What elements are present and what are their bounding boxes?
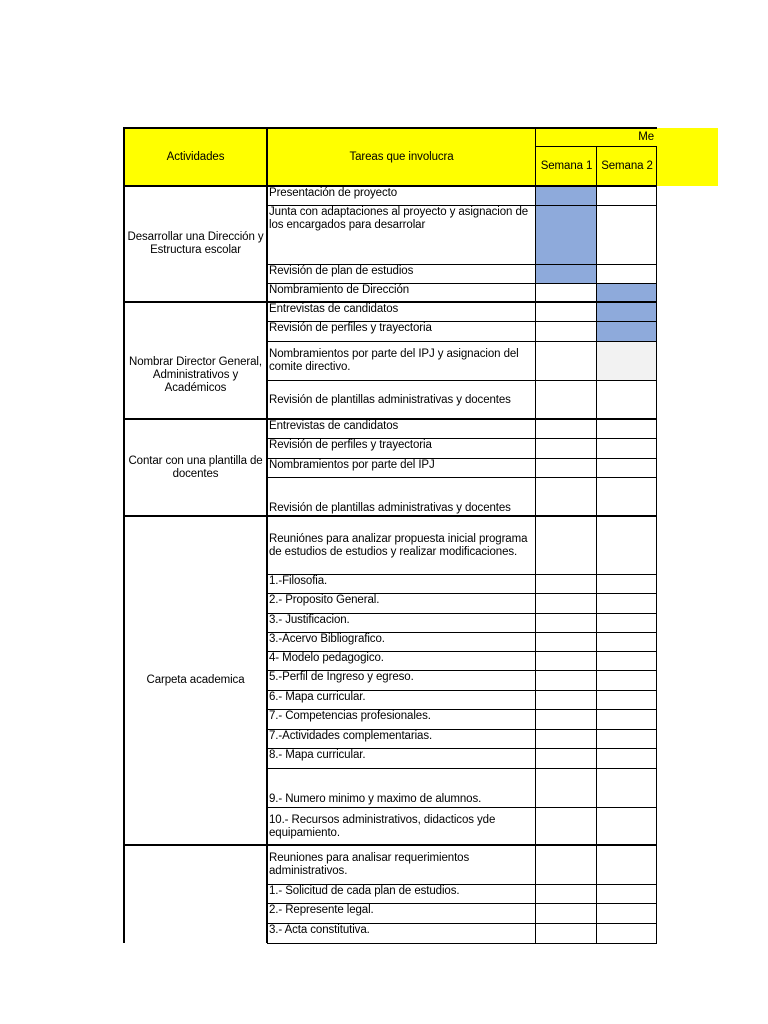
week-2-cell (597, 729, 657, 748)
task-cell: Entrevistas de candidatos (269, 303, 399, 315)
grid-line (267, 283, 657, 284)
header-month-extension (657, 147, 718, 186)
week-1-cell (536, 321, 597, 341)
activity-requerimientos (124, 845, 267, 943)
task-cell: 1.- Solicitud de cada plan de estudios. (269, 885, 460, 897)
task-cell: Revisión de perfiles y trayectoria (269, 439, 432, 451)
week-1-cell (536, 632, 597, 651)
week-1-cell (536, 748, 597, 768)
task-cell: Nombramientos por parte del IPJ (269, 459, 435, 471)
task-cell: 8.- Mapa curricular. (269, 749, 366, 761)
grid-line (123, 127, 125, 943)
week-2-cell (597, 264, 657, 283)
grid-line (267, 709, 657, 710)
task-cell: Nombramientos por parte del IPJ y asignacion del comite directivo. (269, 348, 519, 373)
week-1-cell (536, 593, 597, 613)
task-cell: Revisión de plan de estudios (269, 265, 414, 277)
week-2-cell (597, 923, 657, 943)
grid-line (267, 321, 657, 322)
task-cell: Revisión de plantillas administrativas y docentes (269, 502, 511, 514)
task-cell: Junta con adaptaciones al proyecto y asignacion de los encargados para desarrolar (269, 206, 529, 231)
task-cell: 3.- Justificacion. (269, 614, 350, 626)
week-2-cell (597, 419, 657, 438)
week-2-cell (597, 516, 657, 574)
week-2-cell (597, 477, 657, 516)
week-2-cell (597, 458, 657, 477)
task-cell: 3.- Acta constitutiva. (269, 924, 370, 936)
grid-line (535, 127, 536, 943)
week-2-cell (597, 709, 657, 729)
week-1-cell (536, 690, 597, 709)
week-1-cell (536, 768, 597, 807)
task-cell: 6.- Mapa curricular. (269, 691, 366, 703)
grid-line (124, 127, 657, 129)
grid-line (124, 185, 657, 187)
week-1-cell (536, 302, 597, 321)
activity-carpeta-academica: Carpeta academica (146, 674, 245, 686)
grid-line (656, 147, 657, 943)
week-1-cell (536, 845, 597, 884)
task-cell: Nombramiento de Dirección (269, 284, 410, 296)
task-cell: 1.-Filosofia. (269, 575, 328, 587)
activity-nombrar-director: Nombrar Director General, Administrativos y Académicos (129, 356, 262, 394)
activity-direccion: Desarrollar una Dirección y Estructura escolar (127, 231, 264, 256)
week-1-cell (536, 283, 597, 302)
grid-line (267, 438, 657, 439)
grid-line (267, 341, 657, 342)
week-1-cell (536, 709, 597, 729)
task-cell: Reuniónes para analizar propuesta inicial programa de estudios de estudios y realizar modificaciones. (269, 532, 528, 558)
week-2-cell (597, 438, 657, 458)
week-1-cell (536, 438, 597, 458)
task-cell: Revisión de perfiles y trayectoria (269, 322, 432, 334)
task-cell: 4- Modelo pedagogico. (269, 652, 384, 664)
week-1-cell (536, 670, 597, 690)
week-2-cell (597, 845, 657, 884)
week-2-cell (597, 321, 657, 341)
week-2-cell (597, 690, 657, 709)
activity-plantilla-docentes: Contar con una plantilla de docentes (128, 454, 263, 480)
task-cell: 3.-Acervo Bibliografico. (269, 633, 385, 645)
grid-line (124, 515, 657, 517)
grid-line (267, 264, 657, 265)
week-2-cell (597, 341, 657, 380)
week-2-cell (597, 748, 657, 768)
grid-line (267, 884, 657, 885)
week-2-cell (597, 670, 657, 690)
grid-line (267, 380, 657, 381)
grid-line (267, 632, 657, 633)
grid-line (267, 205, 657, 206)
task-cell: 2.- Proposito General. (269, 594, 380, 606)
week-1-cell (536, 574, 597, 593)
week-1-cell (536, 205, 597, 264)
grid-line (267, 943, 657, 944)
grid-line (596, 147, 597, 943)
task-cell: Revisión de plantillas administrativas y docentes (269, 393, 511, 406)
week-2-cell (597, 884, 657, 903)
week-2-cell (597, 205, 657, 264)
week-1-cell (536, 477, 597, 516)
task-cell: 5.-Perfil de Ingreso y egreso. (269, 671, 414, 683)
week-2-cell (597, 651, 657, 670)
grid-line (124, 418, 657, 420)
week-2-cell (597, 574, 657, 593)
week-2-cell (597, 380, 657, 419)
grid-line (267, 670, 657, 671)
week-2-cell (597, 593, 657, 613)
week-2-cell (597, 613, 657, 632)
week-1-cell (536, 729, 597, 748)
grid-line (267, 613, 657, 614)
week-1-cell (536, 884, 597, 903)
header-tasks: Tareas que involucra (267, 128, 536, 186)
task-cell: 9.- Numero minimo y maximo de alumnos. (269, 793, 482, 805)
grid-line (267, 807, 657, 808)
grid-line (267, 574, 657, 575)
grid-line (267, 690, 657, 691)
grid-line (267, 748, 657, 749)
grid-line (267, 651, 657, 652)
header-week-1: Semana 1 (536, 147, 597, 186)
grid-line (124, 301, 657, 303)
grid-line (266, 127, 268, 943)
week-1-cell (536, 923, 597, 943)
grid-line (124, 844, 657, 846)
week-2-cell (597, 283, 657, 302)
grid-line (267, 903, 657, 904)
week-1-cell (536, 903, 597, 923)
task-cell: Reuniones para analisar requerimientos administrativos. (269, 852, 470, 877)
grid-line (267, 923, 657, 924)
week-2-cell (597, 807, 657, 845)
grid-line (267, 477, 657, 478)
week-1-cell (536, 458, 597, 477)
task-cell: Presentación de proyecto (269, 187, 398, 199)
week-1-cell (536, 613, 597, 632)
grid-line (267, 458, 657, 459)
week-2-cell (597, 903, 657, 923)
task-cell: 2.- Represente legal. (269, 904, 374, 916)
week-1-cell (536, 186, 597, 205)
header-week-2: Semana 2 (597, 147, 657, 186)
header-month: Me (536, 128, 718, 147)
week-1-cell (536, 419, 597, 438)
week-2-cell (597, 768, 657, 807)
grid-line (267, 768, 657, 769)
header-activities: Actividades (124, 128, 267, 186)
week-1-cell (536, 264, 597, 283)
grid-line (267, 729, 657, 730)
week-1-cell (536, 516, 597, 574)
week-2-cell (597, 632, 657, 651)
week-2-cell (597, 186, 657, 205)
week-1-cell (536, 807, 597, 845)
task-cell: 10.- Recursos administrativos, didacticos yde equipamiento. (269, 813, 496, 839)
task-cell: 7.-Actividades complementarias. (269, 730, 433, 742)
week-2-cell (597, 302, 657, 321)
task-cell: 7.- Competencias profesionales. (269, 710, 431, 722)
week-1-cell (536, 380, 597, 419)
task-cell: Entrevistas de candidatos (269, 420, 399, 432)
grid-line (267, 593, 657, 594)
week-1-cell (536, 651, 597, 670)
week-1-cell (536, 341, 597, 380)
